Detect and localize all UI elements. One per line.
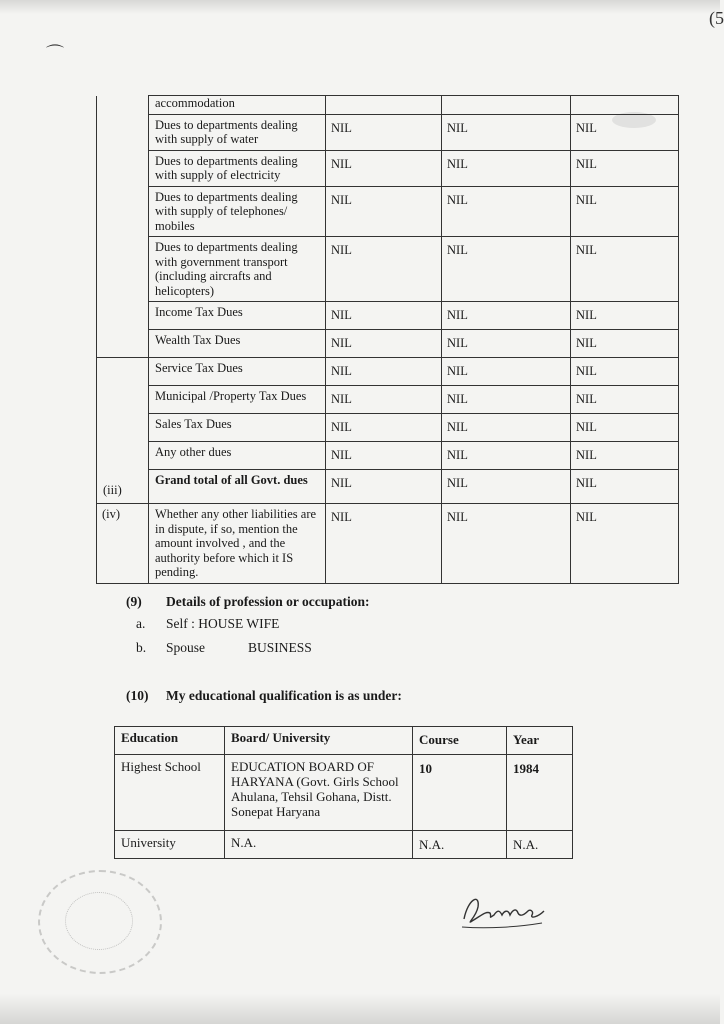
column-header: Course <box>413 727 507 755</box>
value-cell: NIL <box>326 504 442 584</box>
value-cell: NIL <box>326 237 442 302</box>
education-cell: University <box>115 830 225 858</box>
value-cell <box>442 96 571 115</box>
table-row <box>97 186 679 237</box>
item-letter: a. <box>136 616 146 631</box>
value-cell: NIL <box>571 442 679 470</box>
value-cell: NIL <box>326 414 442 442</box>
value-cell: NIL <box>571 237 679 302</box>
value-cell: NIL <box>326 186 442 237</box>
page-number: (5 <box>709 8 724 28</box>
item-cell: Whether any other liabilities are in dispute, if so, mention the amount involved , and the authority before which it IS pending. <box>149 504 326 584</box>
table-row <box>97 96 679 115</box>
column-header: Education <box>115 727 225 755</box>
government-dues-table <box>96 95 679 584</box>
table-row <box>97 414 679 442</box>
table-row <box>97 470 679 504</box>
value-cell <box>326 96 442 115</box>
section-10-heading <box>126 688 402 704</box>
occupation-spouse <box>136 640 312 656</box>
value-cell: NIL <box>442 504 571 584</box>
section-title: My educational qualification is as under: <box>166 688 402 703</box>
table-row <box>97 504 679 584</box>
value-cell: NIL <box>571 414 679 442</box>
notary-stamp <box>38 870 162 974</box>
year-cell: 1984 <box>507 754 573 830</box>
self-occupation: Self : HOUSE WIFE <box>166 616 280 631</box>
value-cell: NIL <box>571 504 679 584</box>
item-cell: Dues to departments dealing with supply of electricity <box>149 150 326 186</box>
value-cell <box>571 96 679 115</box>
value-cell: NIL <box>442 150 571 186</box>
table-row <box>97 150 679 186</box>
value-cell: NIL <box>571 470 679 504</box>
item-cell: accommodation <box>149 96 326 115</box>
value-cell: NIL <box>442 114 571 150</box>
value-cell: NIL <box>326 302 442 330</box>
scan-edge-top <box>0 0 720 14</box>
table-header-row <box>115 727 573 755</box>
item-cell: Municipal /Property Tax Dues <box>149 386 326 414</box>
value-cell: NIL <box>442 470 571 504</box>
table-row <box>97 302 679 330</box>
item-cell: Wealth Tax Dues <box>149 330 326 358</box>
table-row <box>97 114 679 150</box>
spouse-occupation: BUSINESS <box>248 640 312 655</box>
section-number: (10) <box>126 688 149 703</box>
value-cell: NIL <box>442 237 571 302</box>
value-cell: NIL <box>442 386 571 414</box>
table-row <box>97 237 679 302</box>
item-cell: Dues to departments dealing with supply of telephones/ mobiles <box>149 186 326 237</box>
value-cell: NIL <box>571 186 679 237</box>
item-cell: Income Tax Dues <box>149 302 326 330</box>
value-cell: NIL <box>326 386 442 414</box>
table-row <box>97 442 679 470</box>
occupation-self <box>136 616 279 632</box>
item-cell: Dues to departments dealing with supply of water <box>149 114 326 150</box>
item-cell: Dues to departments dealing with government transport (including aircrafts and helicopters) <box>149 237 326 302</box>
value-cell: NIL <box>442 358 571 386</box>
value-cell: NIL <box>571 358 679 386</box>
education-cell: Highest School <box>115 754 225 830</box>
serial-cell: (iv) <box>97 504 149 584</box>
value-cell: NIL <box>326 114 442 150</box>
value-cell: NIL <box>326 330 442 358</box>
value-cell: NIL <box>326 150 442 186</box>
value-cell: NIL <box>571 114 679 150</box>
table-row <box>97 358 679 386</box>
value-cell: NIL <box>571 150 679 186</box>
table-row <box>97 330 679 358</box>
value-cell: NIL <box>442 330 571 358</box>
value-cell: NIL <box>326 442 442 470</box>
table-row <box>115 830 573 858</box>
signature <box>458 885 548 935</box>
item-letter: b. <box>136 640 147 655</box>
corner-mark: ⌒ <box>46 44 64 64</box>
value-cell: NIL <box>442 186 571 237</box>
table-row <box>115 754 573 830</box>
value-cell: NIL <box>442 302 571 330</box>
board-cell: N.A. <box>225 830 413 858</box>
column-header: Year <box>507 727 573 755</box>
section-title: Details of profession or occupation: <box>166 594 370 609</box>
serial-cell <box>97 96 149 358</box>
value-cell: NIL <box>571 302 679 330</box>
item-cell: Service Tax Dues <box>149 358 326 386</box>
value-cell: NIL <box>326 470 442 504</box>
item-cell: Any other dues <box>149 442 326 470</box>
section-9-heading <box>126 594 370 610</box>
spouse-label: Spouse <box>166 640 206 655</box>
table-row <box>97 386 679 414</box>
column-header: Board/ University <box>225 727 413 755</box>
value-cell: NIL <box>326 358 442 386</box>
value-cell: NIL <box>442 442 571 470</box>
item-cell: Sales Tax Dues <box>149 414 326 442</box>
section-number: (9) <box>126 594 142 609</box>
value-cell: NIL <box>571 330 679 358</box>
board-cell: EDUCATION BOARD OF HARYANA (Govt. Girls School Ahulana, Tehsil Gohana, Distt. Sonepat Haryana <box>225 754 413 830</box>
course-cell: N.A. <box>413 830 507 858</box>
item-cell: Grand total of all Govt. dues <box>149 470 326 504</box>
education-table <box>114 726 573 859</box>
serial-cell: (iii) <box>97 358 149 504</box>
value-cell: NIL <box>442 414 571 442</box>
scan-edge-bottom <box>0 994 720 1024</box>
course-cell: 10 <box>413 754 507 830</box>
value-cell: NIL <box>571 386 679 414</box>
year-cell: N.A. <box>507 830 573 858</box>
